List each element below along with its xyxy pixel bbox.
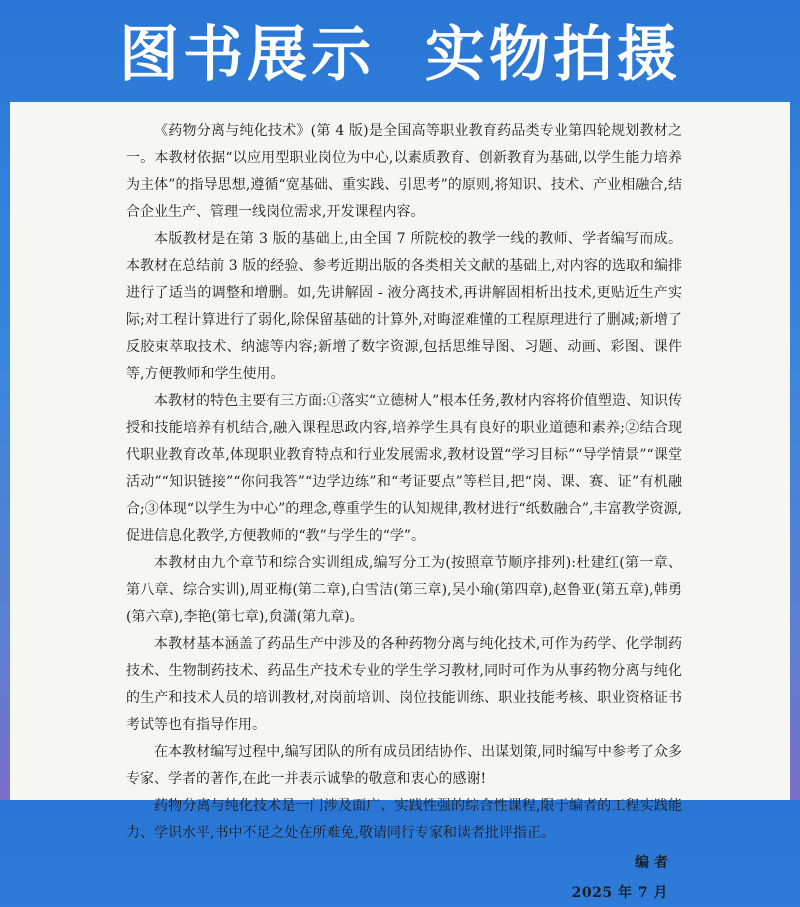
- signature: 编 者: [635, 855, 668, 871]
- paragraph-5: 本教材基本涵盖了药品生产中涉及的各种药物分离与纯化技术,可作为药学、化学制药技术、生物制药技术、药品生产技术专业的学生学习教材,同时可作为从事药物分离与纯化的生产和技术人员的培训教材,对岗前培训、岗位技能训练、职业技能考核、职业资格证书考试等也有指导作用。: [126, 636, 682, 733]
- banner: [0, 0, 800, 100]
- paragraph-1: 《药物分离与纯化技术》(第 4 版)是全国高等职业教育药品类专业第四轮规划教材之一。本教材依据“以应用型职业岗位为中心,以素质教育、创新教育为基础,以学生能力培养为主体”的指导思想,遵循“宽基础、重实践、引思考”的原则,将知识、技术、产业相融合,结合企业生产、管理一线岗位需求,开发课程内容。: [126, 123, 682, 220]
- paragraph-7: 药物分离与纯化技术是一门涉及面广、实践性强的综合性课程,限于编者的工程实践能力、学识水平,书中不足之处在所难免,敬请同行专家和读者批评指正。: [126, 798, 682, 841]
- date: 2025 年 7 月: [571, 885, 668, 901]
- paragraph-6: 在本教材编写过程中,编写团队的所有成员团结协作、出谋划策,同时编写中参考了众多专家、学者的著作,在此一并表示诚挚的敬意和衷心的感谢!: [126, 744, 682, 787]
- paragraph-3: 本教材的特色主要有三方面:①落实“立德树人”根本任务,教材内容将价值塑造、知识传授和技能培养有机结合,融入课程思政内容,培养学生具有良好的职业道德和素养;②结合现代职业教育改革,体现职业教育特点和行业发展需求,教材设置“学习目标”“导学情景”“课堂活动”“知识链接”“你问我答”“边学边练”和“考证要点”等栏目,把“岗、课、赛、证”有机融合;③体现“以学生为中心”的理念,尊重学生的认知规律,教材进行“纸数融合”,丰富教学资源,促进信息化教学,方便教师的“教”与学生的“学”。: [126, 393, 682, 544]
- banner-title: 图书展示 实物拍摄: [119, 20, 681, 90]
- paragraph-4: 本教材由九个章节和综合实训组成,编写分工为(按照章节顺序排列):杜建红(第一章、第八章、综合实训),周亚梅(第二章),白雪洁(第三章),吴小瑜(第四章),赵鲁亚(第五章),韩勇(第六章),李艳(第七章),贠潇(第九章)。: [126, 555, 682, 625]
- document-page: [10, 102, 790, 901]
- paragraph-2: 本版教材是在第 3 版的基础上,由全国 7 所院校的教学一线的教师、学者编写而成。本教材在总结前 3 版的经验、参考近期出版的各类相关文献的基础上,对内容的选取和编排进行了适当的调整和增删。如,先讲解固 - 液分离技术,再讲解固相析出技术,更贴近生产实际;对工程计算进行了弱化,除保留基础的计算外,对晦涩难懂的工程原理进行了删减;新增了反胶束萃取技术、纳滤等内容;新增了数字资源,包括思维导图、习题、动画、彩图、课件等,方便教师和学生使用。: [126, 231, 682, 382]
